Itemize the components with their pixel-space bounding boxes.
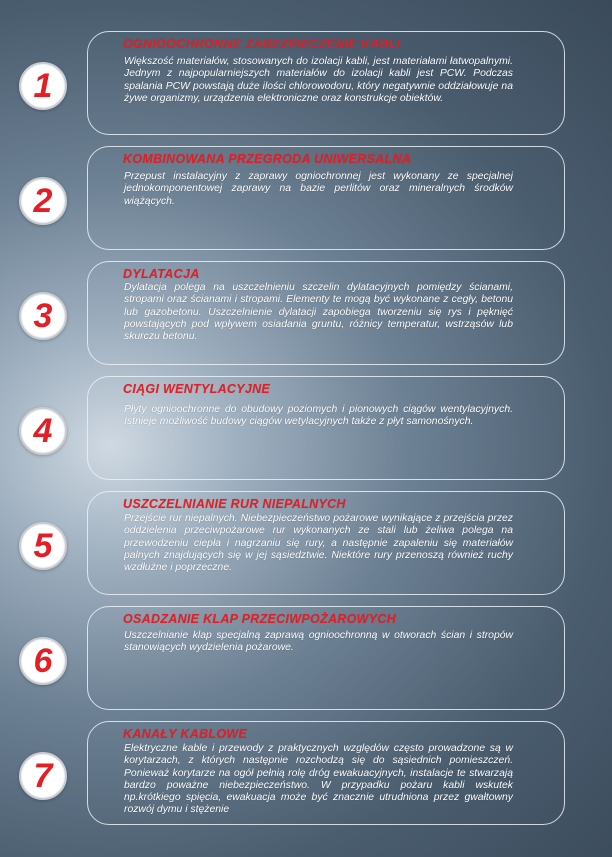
section-number-badge <box>19 292 67 340</box>
section-number: 2 <box>33 182 53 220</box>
section-text: Przejście rur niepalnych. Niebezpieczeństwo pożarowe wynikające z przejścia przez oddzielenia przeciwpożarowe rur wykonanych ze stali lub żeliwa polega na przewodzeniu ciepła i nagrzaniu się rury, a następnie zapaleniu się materiałów palnych znajdujących się w jej sąsiedztwie. Niektóre rury przenoszą również ruchy wzdłużne i poprzeczne. <box>124 513 513 574</box>
section-number-badge <box>19 177 67 225</box>
section-title: KOMBINOWANA PRZEGRODA UNIWERSALNA <box>123 152 412 166</box>
section-title: OSADZANIE KLAP PRZECIWPOŻAROWYCH <box>123 612 397 626</box>
section-item-3 <box>0 258 612 368</box>
section-item-1 <box>0 28 612 138</box>
section-title: USZCZELNIANIE RUR NIEPALNYCH <box>123 497 346 511</box>
section-text: Płyty ognioochronne do obudowy poziomych i pionowych ciągów wentylacyjnych. Istnieje możliwość budowy ciągów wetylacyjnych także z płyt samonośnych. <box>124 404 513 428</box>
section-text: Uszczelnianie klap specjalną zaprawą ognioochronną w otworach ścian i stropów stanowiących wydzielenia pożarowe. <box>124 630 513 654</box>
section-title: DYLATACJA <box>123 267 200 281</box>
section-title: OGNIOOCHRONNE ZABEZPIECZENIE KABLI <box>123 37 401 51</box>
section-item-6 <box>0 603 612 713</box>
section-number-badge <box>19 407 67 455</box>
section-number-badge <box>19 62 67 110</box>
section-title: CIĄGI WENTYLACYJNE <box>123 382 271 396</box>
section-text: Elektryczne kable i przewody z praktycznych względów często prowadzone są w korytarzach, z których następnie rozchodzą się do sąsiednich pomieszczeń. Ponieważ korytarze na ogół pełnią rolę dróg ewakuacyjnych, instalacje te stwarzają bardzo poważne niebezpieczeństwo. W przypadku pożaru kabli wskutek np.krótkiego spięcia, ewakuacja może być znacznie utrudniona przez gwałtowny rozwój dymu i stężenie <box>124 743 513 816</box>
section-text: Dylatacja polega na uszczelnieniu szczelin dylatacyjnych pomiędzy ścianami, stropami oraz ścianami i stropami. Elementy te mogą być wykonane z cegły, betonu lub gazobetonu. Uszczelnienie dylatacji zapobiega tworzeniu się rys i pęknięć powstających pod wpływem osiadania gruntu, różnicy temperatur, wstrząsów lub skurczu betonu. <box>124 282 513 343</box>
section-number: 4 <box>33 412 53 450</box>
section-number-badge <box>19 752 67 800</box>
section-number: 6 <box>33 642 53 680</box>
section-number-badge <box>19 637 67 685</box>
section-item-7 <box>0 718 612 828</box>
section-text: Większość materiałów, stosowanych do izolacji kabli, jest materiałami łatwopalnymi. Jednym z najpopularniejszych materiałów do izolacji kabli jest PCW. Podczas spalania PCW powstają duże ilości chlorowodoru, który negatywnie oddziałowuje na żywe organizmy, urządzenia elektroniczne oraz konstrukcje obiektów. <box>124 56 513 104</box>
section-number: 1 <box>33 67 53 105</box>
section-number-badge <box>19 522 67 570</box>
section-number: 3 <box>33 297 53 335</box>
section-item-4 <box>0 373 612 483</box>
section-text: Przepust instalacyjny z zaprawy ogniochronnej jest wykonany ze specjalnej jednokomponentowej zaprawy na bazie perlitów oraz mineralnych środków wiążących. <box>124 171 513 207</box>
section-item-5 <box>0 488 612 598</box>
section-number: 7 <box>33 757 53 795</box>
section-title: KANAŁY KABLOWE <box>123 727 248 741</box>
section-item-2 <box>0 143 612 253</box>
section-number: 5 <box>33 527 53 565</box>
